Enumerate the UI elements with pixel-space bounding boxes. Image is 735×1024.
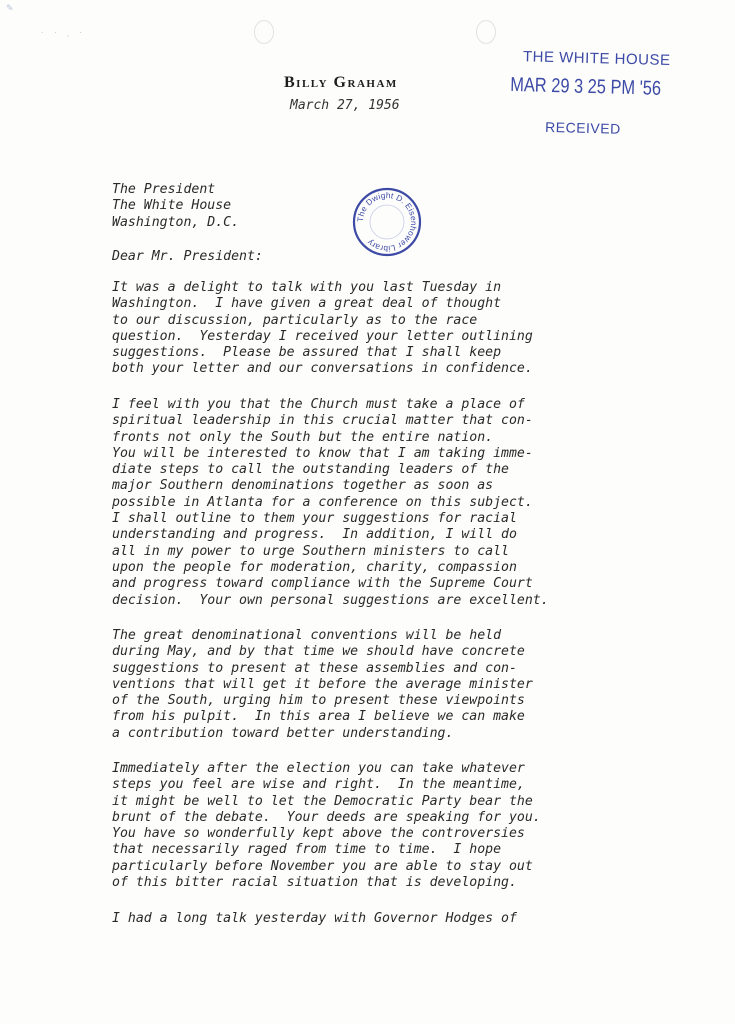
paragraph-3: The great denominational conventions will be held during May, and by that time we should have concrete suggestions to present at these assemblies and con- ventions that will get it before the average minister of the South, urging him to present these viewpoints from his pulpit. In this area I believe we can make a contribution toward better understanding. [112, 628, 533, 741]
stamp-line-1: THE WHITE HOUSE [522, 48, 671, 70]
stamp-line-3: RECEIVED [544, 118, 621, 137]
svg-text:The Dwight D. Eisenhower Libra [356, 191, 418, 253]
paragraph-1: It was a delight to talk with you last Tuesday in Washington. I have given a great deal of thought to our discussion, particularly as to the race question. Yesterday I received your letter outlining suggestions. Please be assured that I shall keep both your letter and our conversations in confidence. [112, 280, 533, 377]
library-seal [351, 186, 423, 258]
punch-hole-left [254, 20, 274, 44]
letterhead-name: Billy Graham [284, 74, 398, 91]
stamp-line-2: MAR 29 3 25 PM '56 [509, 73, 662, 100]
paragraph-5: I had a long talk yesterday with Governor Hodges of [112, 911, 517, 926]
recipient-address: The President The White House Washington, D.C. [112, 182, 240, 230]
seal-text: The Dwight D. Eisenhower Library [355, 190, 419, 254]
received-stamp [507, 46, 674, 145]
paragraph-2: I feel with you that the Church must take a place of spiritual leadership in this crucial matter that con- fronts not only the South but the entire nation. You will be interested to know that I am taking imme- diate steps to call the outstanding leaders of the major Southern denominations together as soon as possible in Atlanta for a conference on this subject. I shall outline to them your suggestions for racial understanding and progress. In addition, I will do all in my power to urge Southern ministers to call upon the people for moderation, charity, compassion and progress toward compliance with the Supreme Court decision. Your own personal suggestions are excellent. [112, 397, 549, 608]
paragraph-4: Immediately after the election you can take whatever steps you feel are wise and right. In the meantime, it might be well to let the Democratic Party bear the brunt of the debate. Your deeds are speaking for you. You have so wonderfully kept above the controversies that necessarily raged from time to time. I hope particularly before November you are able to stay out of this bitter racial situation that is developing. [112, 761, 541, 891]
salutation: Dear Mr. President: [112, 249, 263, 264]
letter-date: March 27, 1956 [290, 98, 400, 113]
paper-mark: ✎ [6, 4, 14, 14]
punch-hole-right [476, 20, 496, 44]
paper-specks: ˙ ˙ · ˙ [40, 32, 86, 42]
